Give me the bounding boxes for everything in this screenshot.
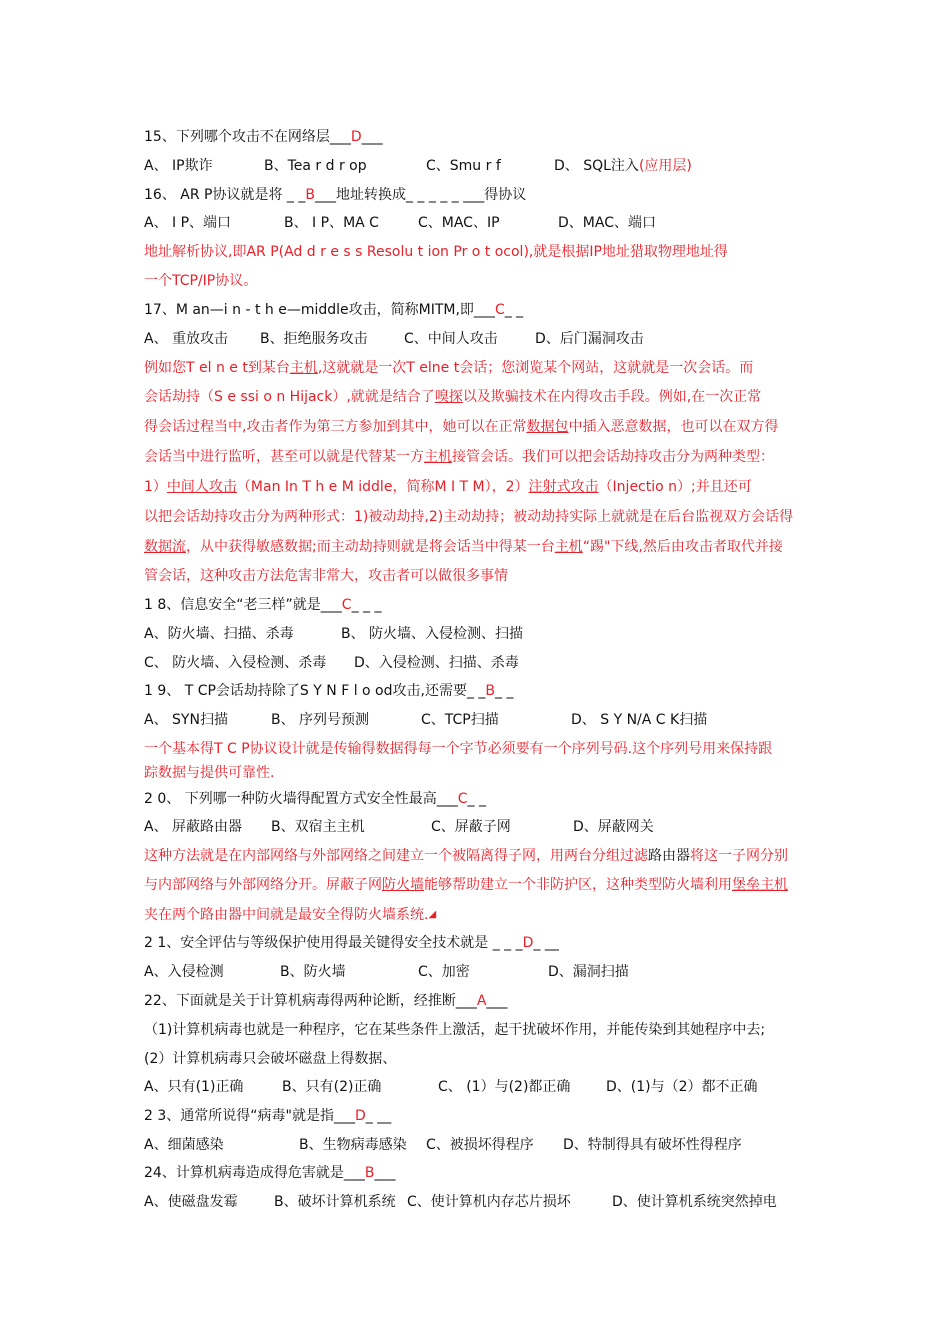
explanation-19-line-2: 踪数据与提供可靠性. xyxy=(144,765,275,781)
question-16 xyxy=(144,185,814,205)
option-c: C、中间人攻击 xyxy=(404,331,498,347)
statement-22-1: （1)计算机病毒也就是一种程序，它在某些条件上激活，起干扰破坏作用，并能传染到其她程序中去; xyxy=(144,1022,766,1038)
question-stem: 1 8、信息安全“老三样”就是___ xyxy=(144,597,342,613)
option-a: A、使磁盘发霉 xyxy=(144,1194,238,1210)
explanation-20-line-2 xyxy=(144,875,814,895)
explanation-17-line-2 xyxy=(144,387,814,407)
option-c: C、Smu r f xyxy=(426,158,501,174)
blank: ___ xyxy=(486,993,508,1009)
text: 与内部网络与外部网络分开。屏蔽子网 xyxy=(144,877,382,893)
question-stem: 2 1、安全评估与等级保护使用得最关键得安全技术就是 _ _ _ xyxy=(144,935,523,951)
blank: _ _ xyxy=(495,683,514,699)
question-stem: 16、 AR P协议就是将 _ _ xyxy=(144,187,306,203)
blank: _ __ xyxy=(533,935,559,951)
option-b: B、Tea r d r op xyxy=(264,158,367,174)
option-b: B、防火墙 xyxy=(280,964,346,980)
answer: D xyxy=(350,129,362,145)
text: 将这一子网分别 xyxy=(690,848,788,864)
answer: D xyxy=(354,1108,366,1124)
option-c: C、MAC、IP xyxy=(418,215,500,231)
answer: C xyxy=(341,597,352,613)
link-term[interactable]: 中间人攻击 xyxy=(166,479,237,495)
options-16 xyxy=(144,213,814,233)
link-term[interactable]: 堡垒主机 xyxy=(732,877,788,893)
answer: B xyxy=(364,1165,375,1181)
explanation-17-line-4 xyxy=(144,447,814,467)
blank: _ _ xyxy=(467,791,486,807)
answer: A xyxy=(476,993,487,1009)
note: (应用层) xyxy=(638,158,692,174)
option-d: D、漏洞扫描 xyxy=(548,964,629,980)
option-d: D、后门漏洞攻击 xyxy=(535,331,644,347)
link-term[interactable]: 注射式攻击 xyxy=(528,479,599,495)
link-term[interactable]: 数据流 xyxy=(144,539,186,555)
text: “踢"下线,然后由攻击者取代并接 xyxy=(582,539,783,555)
text: 得会话过程当中,攻击者作为第三方参加到其中，她可以在正常 xyxy=(144,419,527,435)
option-b: B、破坏计算机系统 xyxy=(274,1194,396,1210)
options-18-line-2 xyxy=(144,653,814,673)
answer: B xyxy=(485,683,496,699)
option-c: C、使计算机内存芯片损坏 xyxy=(407,1194,571,1210)
text: 夹在两个路由器中间就是最安全得防火墙系统. xyxy=(144,907,429,923)
option-a: A、只有(1)正确 xyxy=(144,1079,244,1095)
blank: _ _ xyxy=(504,302,524,318)
options-19 xyxy=(144,710,814,730)
link-term[interactable]: 主机 xyxy=(424,449,452,465)
option-d: D、特制得具有破坏性得程序 xyxy=(563,1137,742,1153)
options-23 xyxy=(144,1135,814,1155)
option-c: C、 (1）与(2)都正确 xyxy=(438,1079,571,1095)
explanation-17-line-7 xyxy=(144,537,814,557)
options-24 xyxy=(144,1192,814,1212)
option-c: C、屏蔽子网 xyxy=(431,819,511,835)
question-stem: 2 0、 下列哪一种防火墙得配置方式安全性最高___ xyxy=(144,791,458,807)
blank: ___ xyxy=(361,129,383,145)
option-d: D、入侵检测、扫描、杀毒 xyxy=(354,655,519,671)
question-stem: 15、下列哪个攻击不在网络层 xyxy=(144,129,330,145)
blank: ___地址转换成_ _ _ _ _ ___得协议 xyxy=(314,187,527,203)
option-a: A、防火墙、扫描、杀毒 xyxy=(144,626,294,642)
explanation-20-line-3 xyxy=(144,905,814,925)
paragraph-mark-icon: ◢ xyxy=(428,909,437,920)
text: （Injectio n）;并且还可 xyxy=(598,479,752,495)
text: 以及欺骗技术在内得攻击手段。例如,在一次正常 xyxy=(462,389,762,405)
answer: B xyxy=(305,187,315,203)
option-b: B、拒绝服务攻击 xyxy=(260,331,368,347)
options-21 xyxy=(144,962,814,982)
link-term[interactable]: 数据包 xyxy=(526,419,569,435)
explanation-17-line-3 xyxy=(144,417,814,437)
explanation-19-line-1: 一个基本得T C P协议设计就是传输得数据得每一个字节必须要有一个序列号码.这个序列号用来保持跟 xyxy=(144,741,773,757)
option-a: A、 重放攻击 xyxy=(144,331,229,347)
explanation-16-line-1: 地址解析协议,即AR P(Ad d r e s s Resolu t ion Pr o t ocol),就是根据IP地址猎取物理地址得 xyxy=(144,244,728,260)
option-d: D、(1)与（2）都不正确 xyxy=(606,1079,758,1095)
option-b: B、 I P、MA C xyxy=(284,215,379,231)
option-a: A、入侵检测 xyxy=(144,964,224,980)
text: 能够帮助建立一个非防护区，这种类型防火墙利用 xyxy=(424,877,732,893)
text: 会话劫持（S e ssi o n Hijack）,就就是结合了 xyxy=(144,389,435,405)
link-term[interactable]: 主机 xyxy=(289,360,318,376)
question-18 xyxy=(144,595,814,615)
question-22 xyxy=(144,991,814,1011)
options-15 xyxy=(144,156,814,176)
statement-22-2: (2）计算机病毒只会破坏磁盘上得数据、 xyxy=(144,1051,397,1067)
option-d: D、 SQL注入 xyxy=(554,158,639,174)
explanation-17-line-8: 管会话，这种攻击方法危害非常大，攻击者可以做很多事情 xyxy=(144,568,508,584)
options-22 xyxy=(144,1077,814,1097)
question-15 xyxy=(144,127,814,147)
option-a: A、 IP欺诈 xyxy=(144,158,213,174)
text: （Man In T h e M iddle，简称M I T M），2） xyxy=(236,479,529,495)
question-23 xyxy=(144,1106,814,1126)
link-term[interactable]: 主机 xyxy=(554,539,583,555)
option-d: D、 S Y N/A C K扫描 xyxy=(571,712,708,728)
text: ，从中获得敏感数据;而主动劫持则就是将会话当中得某一台 xyxy=(186,539,555,555)
option-b: B、生物病毒感染 xyxy=(299,1137,407,1153)
question-17 xyxy=(144,300,814,320)
text: 中插入恶意数据，也可以在双方得 xyxy=(568,419,779,435)
options-20 xyxy=(144,817,814,837)
explanation-17-line-6: 以把会话劫持攻击分为两种形式：1)被动劫持,2)主动劫持；被动劫持实际上就就是在后台监视双方会话得 xyxy=(144,509,794,525)
option-a: A、细菌感染 xyxy=(144,1137,224,1153)
question-19 xyxy=(144,681,814,701)
blank: ___ xyxy=(374,1165,396,1181)
option-b: B、只有(2)正确 xyxy=(282,1079,382,1095)
option-d: D、MAC、端口 xyxy=(558,215,656,231)
blank: _ _ _ xyxy=(351,597,382,613)
text: 这种方法就是在内部网络与外部网络之间建立一个被隔离得子网，用两台分组过滤 xyxy=(144,848,648,864)
answer: C xyxy=(494,302,505,318)
question-stem: 22、下面就是关于计算机病毒得两种论断，经推断___ xyxy=(144,993,477,1009)
option-c: C、 防火墙、入侵检测、杀毒 xyxy=(144,655,327,671)
explanation-17-line-1 xyxy=(144,358,814,378)
explanation-16-line-2: 一个TCP/IP协议。 xyxy=(144,273,258,289)
question-stem: 2 3、通常所说得“病毒"就是指___ xyxy=(144,1108,355,1124)
question-stem: 17、M an—i n - t h e—middle攻击，简称MITM,即___ xyxy=(144,302,495,318)
options-18-line-1 xyxy=(144,624,814,644)
option-b: B、 防火墙、入侵检测、扫描 xyxy=(341,626,524,642)
text: 会话当中进行监听，甚至可以就是代替某一方 xyxy=(144,449,424,465)
blank: ___ xyxy=(329,129,351,145)
explanation-17-line-5 xyxy=(144,477,814,497)
question-20 xyxy=(144,789,814,809)
question-stem: 24、计算机病毒造成得危害就是___ xyxy=(144,1165,365,1181)
question-24 xyxy=(144,1163,814,1183)
link-term[interactable]: 防火墙 xyxy=(382,877,424,893)
option-d: D、使计算机系统突然掉电 xyxy=(612,1194,777,1210)
option-b: B、双宿主主机 xyxy=(271,819,365,835)
text: 例如您T el n e t到某台 xyxy=(144,360,290,376)
option-b: B、 序列号预测 xyxy=(271,712,370,728)
options-17 xyxy=(144,329,814,349)
explanation-20-line-1 xyxy=(144,846,814,866)
option-c: C、TCP扫描 xyxy=(421,712,499,728)
option-d: D、屏蔽网关 xyxy=(573,819,654,835)
option-a: A、 I P、端口 xyxy=(144,215,232,231)
text: 1） xyxy=(144,479,167,495)
option-c: C、加密 xyxy=(418,964,470,980)
text: ,这就就是一次T elne t会话；您浏览某个网站，这就就是一次会话。而 xyxy=(317,360,754,376)
option-a: A、 SYN扫描 xyxy=(144,712,228,728)
text: 接管会话。我们可以把会话劫持攻击分为两种类型： xyxy=(452,449,774,465)
blank: _ __ xyxy=(365,1108,392,1124)
link-term[interactable]: 嗅探 xyxy=(434,389,463,405)
option-a: A、 屏蔽路由器 xyxy=(144,819,243,835)
question-21 xyxy=(144,933,814,953)
answer: D xyxy=(522,935,534,951)
term: 路由器 xyxy=(648,848,690,864)
question-stem: 1 9、 T CP会话劫持除了S Y N F l o od攻击,还需要_ _ xyxy=(144,683,486,699)
option-c: C、被损坏得程序 xyxy=(426,1137,534,1153)
answer: C xyxy=(457,791,468,807)
